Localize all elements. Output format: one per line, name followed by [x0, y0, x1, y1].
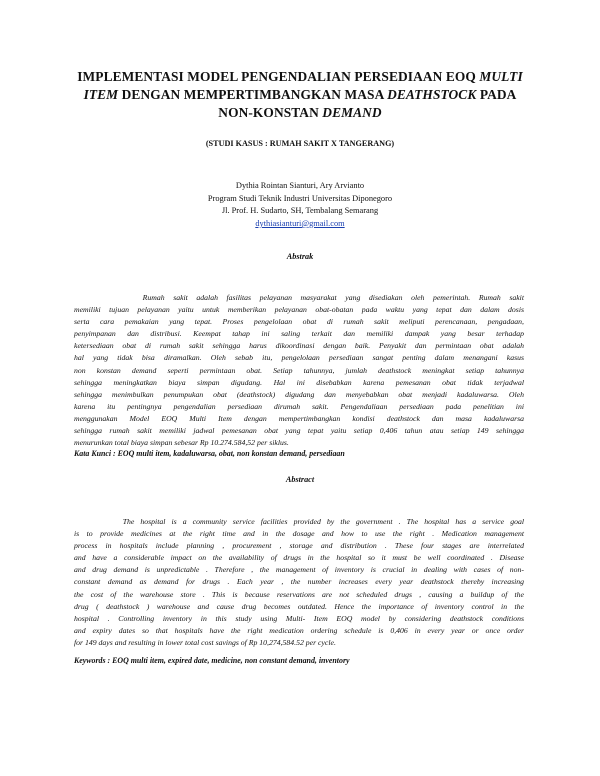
abstrak-line: memiliki tujuan pelayanan yaitu untuk memberikan pelayanan obat-obatan pada waktu yang tepat dan dalam dosis — [74, 305, 524, 315]
abstrak-line: hal yang tidak bisa diramalkan. Oleh sebab itu, pengelolaan persediaan sangat penting dalam menangani kasus — [74, 353, 524, 363]
keywords: Keywords : EOQ multi item, expired date, medicine, non constant demand, inventory — [74, 656, 350, 665]
author-block — [60, 180, 540, 230]
abstract-line: is to provide medicines at the right time and in the dosage and how to use the right . Medication management — [74, 529, 524, 539]
abstrak-line: sehingga meningkatkan biaya simpan digudang. Hal ini disebabkan karena pemesanan obat tidak terjadwal — [74, 377, 524, 387]
abstract-line: and have a considerable impact on the availability of drugs in the hospital so it must be well coordinated . Disease — [74, 553, 524, 563]
abstrak-line: Rumah sakit adalah fasilitas pelayanan masyarakat yang disediakan oleh pemerintah. Rumah sakit — [74, 293, 524, 302]
abstract-line: drug ( deathstock ) warehouse and cause drug becomes outdated. Hence the importance of inventory control in the — [74, 601, 524, 611]
abstract-body — [74, 516, 524, 649]
title-line-2 — [60, 86, 540, 104]
abstract-line: The hospital is a community service facilities provided by the government . The hospital has a service goal — [74, 517, 524, 526]
abstrak-line: karena itu pentingnya pengendalian persediaan dirumah sakit. Pengendaliaan persediaan pada penelitian ini — [74, 401, 524, 411]
abstract-line: and drug demand is unpredictable . Therefore , the management of inventory is crucial in dealing with cases of non- — [74, 565, 524, 575]
abstrak-line: menurunkan total biaya simpan sebesar Rp 10.274.584,52 per siklus. — [74, 438, 289, 448]
abstract-line: and expiry dates so that hospitals have the right medication ordering schedule is 0,406 in every year or once order — [74, 625, 524, 635]
kata-kunci: Kata Kunci : EOQ multi item, kadaluwarsa, obat, non konstan demand, persediaan — [74, 449, 345, 458]
title-line-3 — [60, 104, 540, 122]
abstrak-line: serta cara pemakaian yang tepat. Proses pengelolaan obat di rumah sakit meliputi perencanaan, pengadaan, — [74, 317, 524, 327]
abstrak-body — [74, 292, 524, 449]
title-italic-text: DEATHSTOCK — [387, 87, 477, 102]
abstract-line: constant demand as demand for drugs . Each year , the number increases every year deathstock thereby increasing — [74, 577, 524, 587]
title-italic-text: DEMAND — [322, 105, 382, 120]
case-study-subtitle: (STUDI KASUS : RUMAH SAKIT X TANGERANG) — [205, 139, 395, 148]
title-text: IMPLEMENTASI MODEL PENGENDALIAN PERSEDIAAN EOQ — [77, 69, 480, 84]
abstract-line: process in hospitals include planning , procurement , storage and distribution . These four stages are interrelated — [74, 541, 524, 551]
title-italic-text: MULTI — [479, 69, 523, 84]
abstrak-line: sehingga menimbulkan penumpukan obat (deathstock) digudang dan menyebabkan obat menjadi kadaluwarsa. Oleh — [74, 389, 524, 399]
abstrak-line: ketersediaan obat di rumah sakit sehingga harus dikoordinasi dengan baik. Penyakit dan permintaan obat adalah — [74, 341, 524, 351]
abstract-line: the cost of the warehouse store . This is because reservations are not scheduled drugs , causing a buildup of the — [74, 589, 524, 599]
abstract-line: hospital . Controlling inventory in this study using Multi- Item EOQ model by considering deathstock conditions — [74, 613, 524, 623]
title-text: DENGAN MEMPERTIMBANGKAN MASA — [118, 87, 388, 102]
abstrak-heading: Abstrak — [286, 252, 314, 261]
abstract-line: for 149 days and resulting in lower total cost savings of Rp 10,274,584.52 per cycle. — [74, 637, 336, 647]
author-email-link[interactable]: dythiasianturi@gmail.com — [255, 218, 345, 228]
title-text: NON-KONSTAN — [218, 105, 323, 120]
abstrak-line: sehingga rumah sakit memiliki jadwal pemesanan obat yang tepat yaitu setiap 0,406 tahun atau setiap 149 sehingga — [74, 426, 524, 436]
title-line-1 — [60, 68, 540, 86]
paper-title — [60, 68, 540, 122]
author-address: Jl. Prof. H. Sudarto, SH, Tembalang Semarang — [221, 206, 379, 216]
abstrak-line: penyimpanan dan distribusi. Keempat tahap ini saling terkait dan memiliki dampak yang besar terhadap — [74, 329, 524, 339]
title-italic-text: ITEM — [83, 87, 119, 102]
abstract-heading: Abstract — [285, 475, 315, 484]
abstrak-line: menggunakan Model EOQ Multi Item dengan mempertimbangkan kondisi deathstock dan masa kadaluwarsa — [74, 413, 524, 423]
title-text: PADA — [476, 87, 517, 102]
author-names: Dythia Rointan Sianturi, Ary Arvianto — [235, 181, 365, 190]
author-affiliation: Program Studi Teknik Industri Universitas Diponegoro — [207, 193, 393, 203]
abstrak-line: non konstan demand seperti permintaan obat. Setiap tahunnya, jumlah deathstock meningkat setiap tahunnya — [74, 365, 524, 375]
